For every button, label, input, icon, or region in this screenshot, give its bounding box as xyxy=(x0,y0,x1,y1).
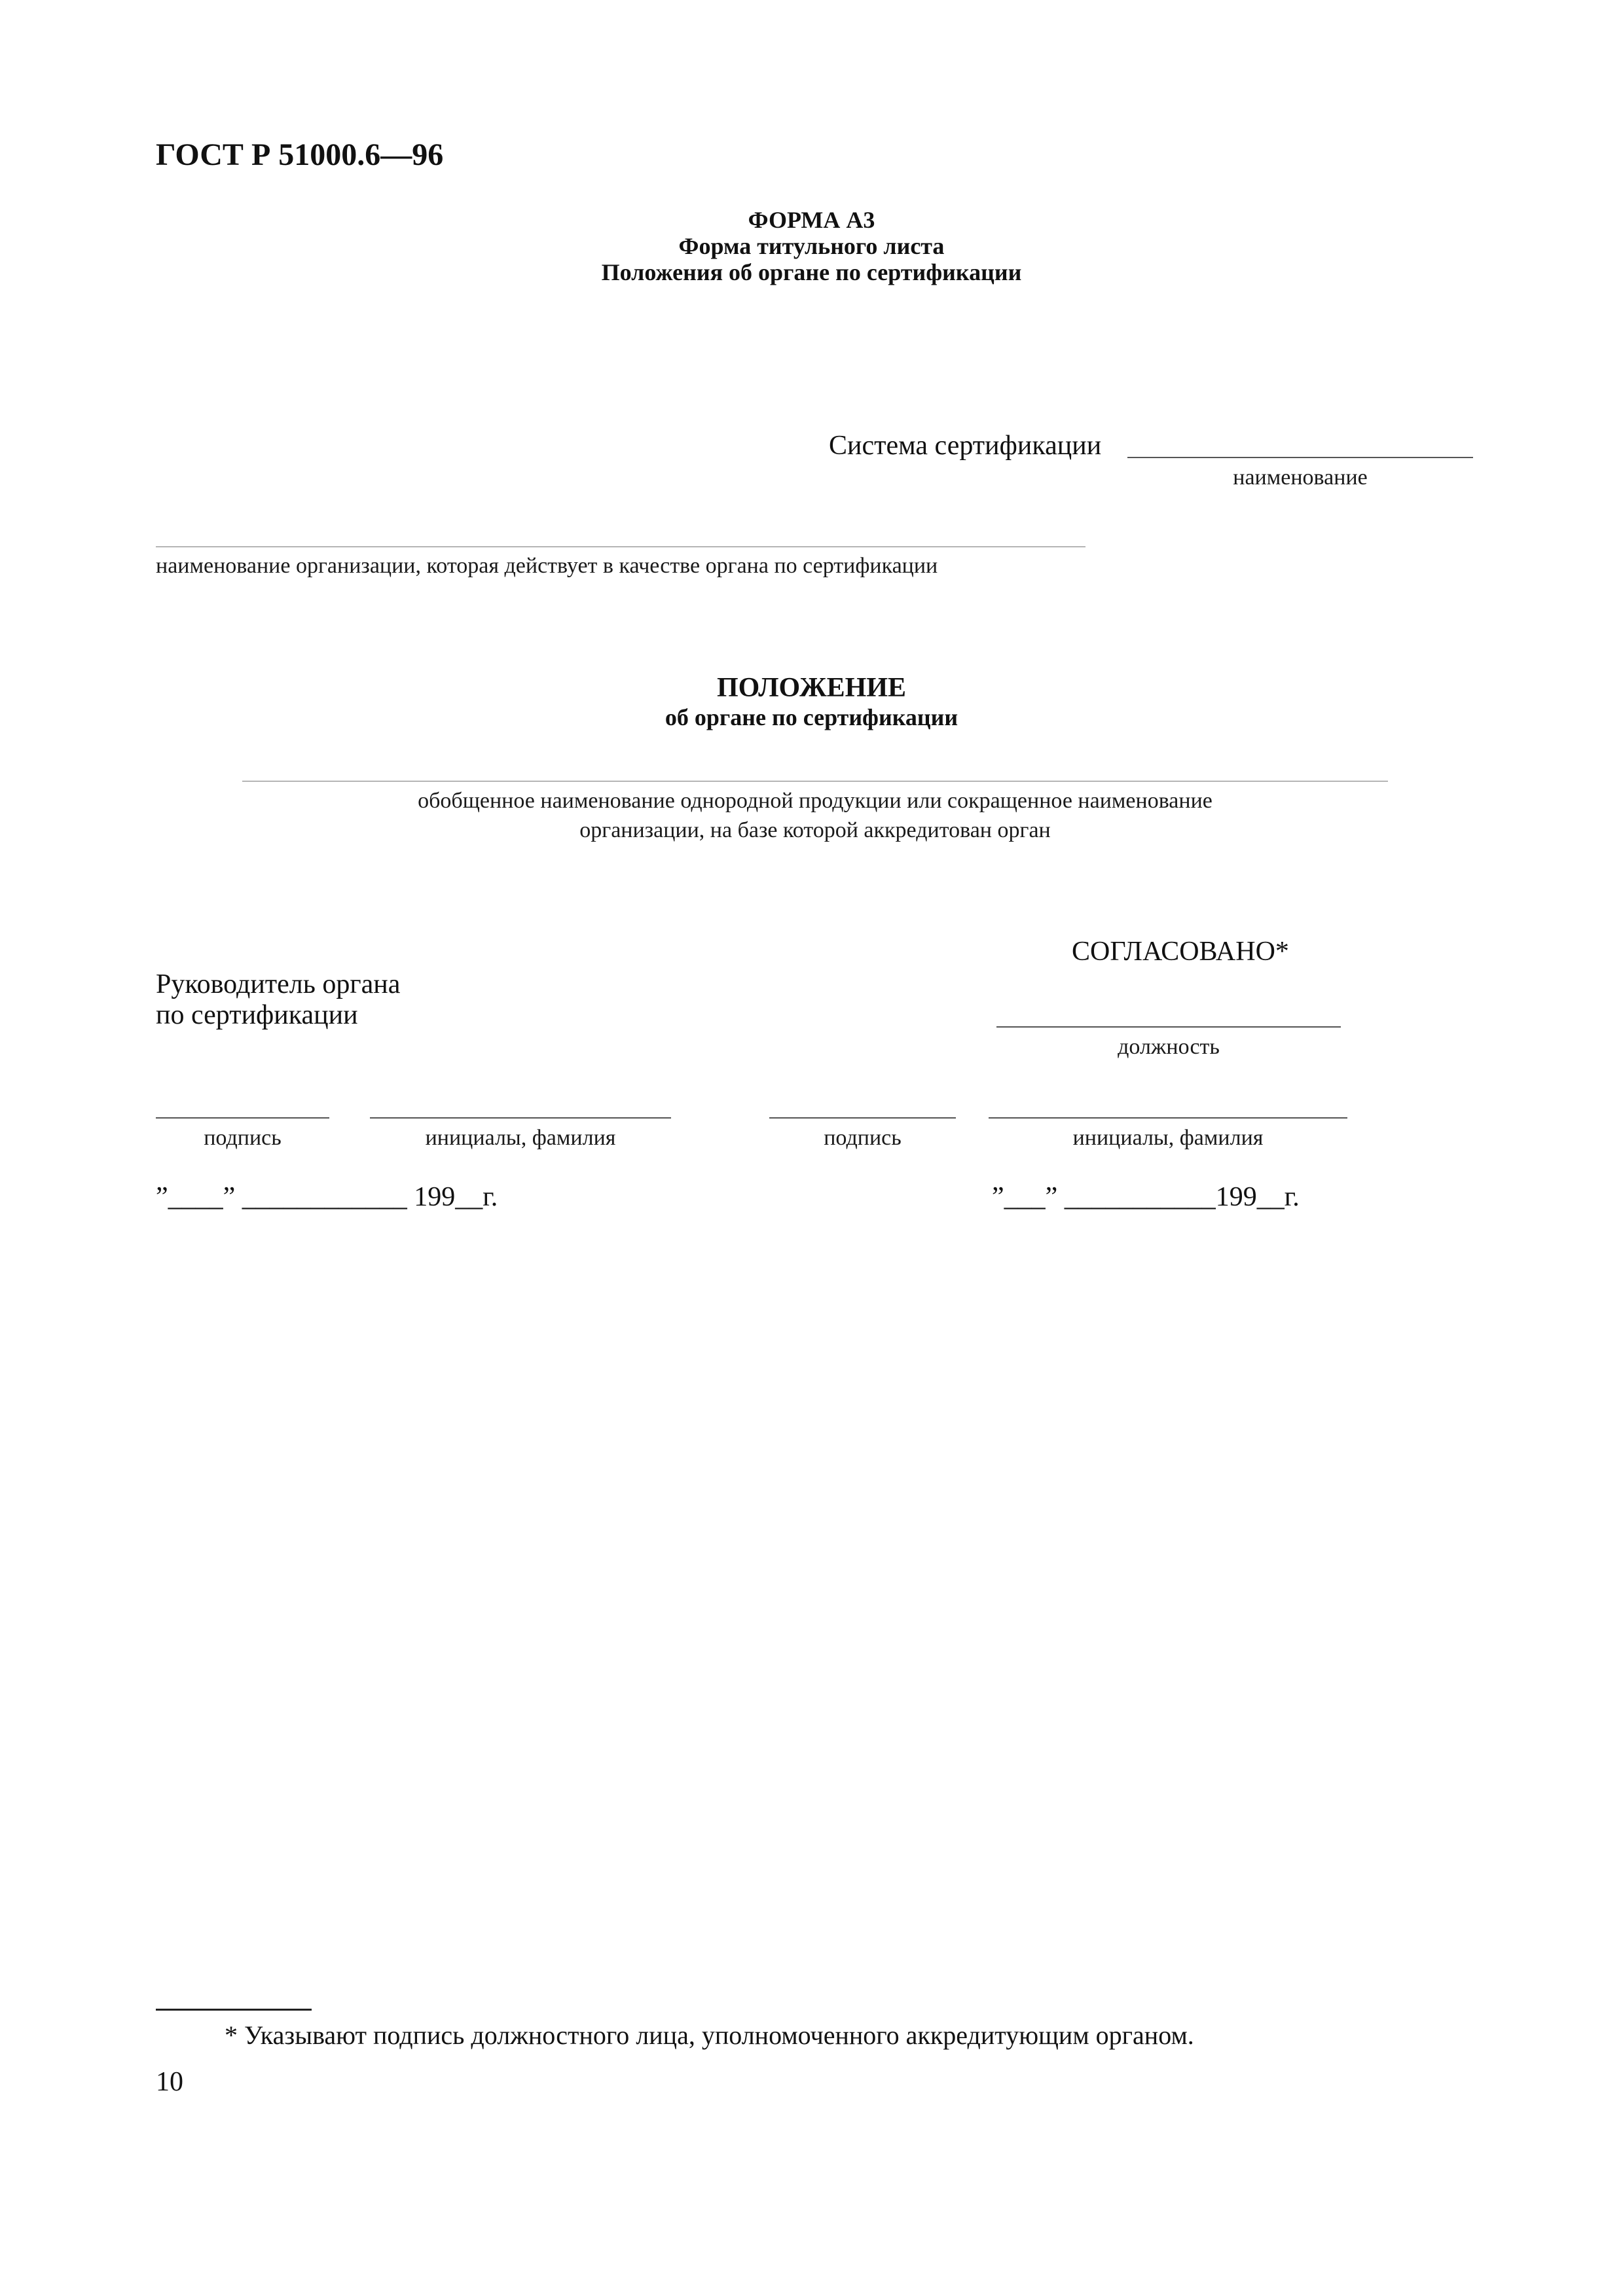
right-name-line xyxy=(989,1117,1347,1119)
right-date: ”___” ___________199__г. xyxy=(992,1182,1300,1212)
right-signature-line xyxy=(769,1117,956,1119)
standard-number: ГОСТ Р 51000.6—96 xyxy=(156,137,444,172)
document-title: ПОЛОЖЕНИЕ xyxy=(716,673,907,703)
right-name-caption: инициалы, фамилия xyxy=(1072,1126,1264,1150)
system-name-line xyxy=(1127,457,1473,458)
approval-heading: СОГЛАСОВАНО* xyxy=(1072,937,1289,967)
system-label: Система сертификации xyxy=(829,431,1102,461)
right-signature-caption: подпись xyxy=(824,1126,902,1150)
footnote-separator xyxy=(156,2009,312,2011)
position-line xyxy=(996,1026,1341,1028)
product-name-caption-line1: обобщенное наименование однородной продукции или сокращенное наименование xyxy=(418,789,1213,813)
head-role-line2: по сертификации xyxy=(156,1000,358,1030)
footnote-text: * Указывают подпись должностного лица, уполномоченного аккредитующим органом. xyxy=(225,2020,1194,2050)
document-subtitle: об органе по сертификации xyxy=(665,704,958,730)
position-caption: должность xyxy=(1118,1035,1220,1059)
system-name-caption: наименование xyxy=(1233,465,1368,490)
head-role-line1: Руководитель органа xyxy=(156,969,401,999)
left-signature-line xyxy=(156,1117,329,1119)
left-name-caption: инициалы, фамилия xyxy=(425,1126,616,1150)
product-name-caption-line2: организации, на базе которой аккредитован орган xyxy=(579,818,1051,842)
left-name-line xyxy=(370,1117,671,1119)
form-title-line2: Положения об органе по сертификации xyxy=(601,259,1022,285)
organization-name-caption: наименование организации, которая действует в качестве органа по сертификации xyxy=(156,554,938,578)
left-date: ”____” ____________ 199__г. xyxy=(156,1182,498,1212)
left-signature-caption: подпись xyxy=(204,1126,282,1150)
form-title-line1: Форма титульного листа xyxy=(678,233,945,259)
form-code: ФОРМА А3 xyxy=(748,207,875,233)
page-number: 10 xyxy=(156,2067,183,2097)
